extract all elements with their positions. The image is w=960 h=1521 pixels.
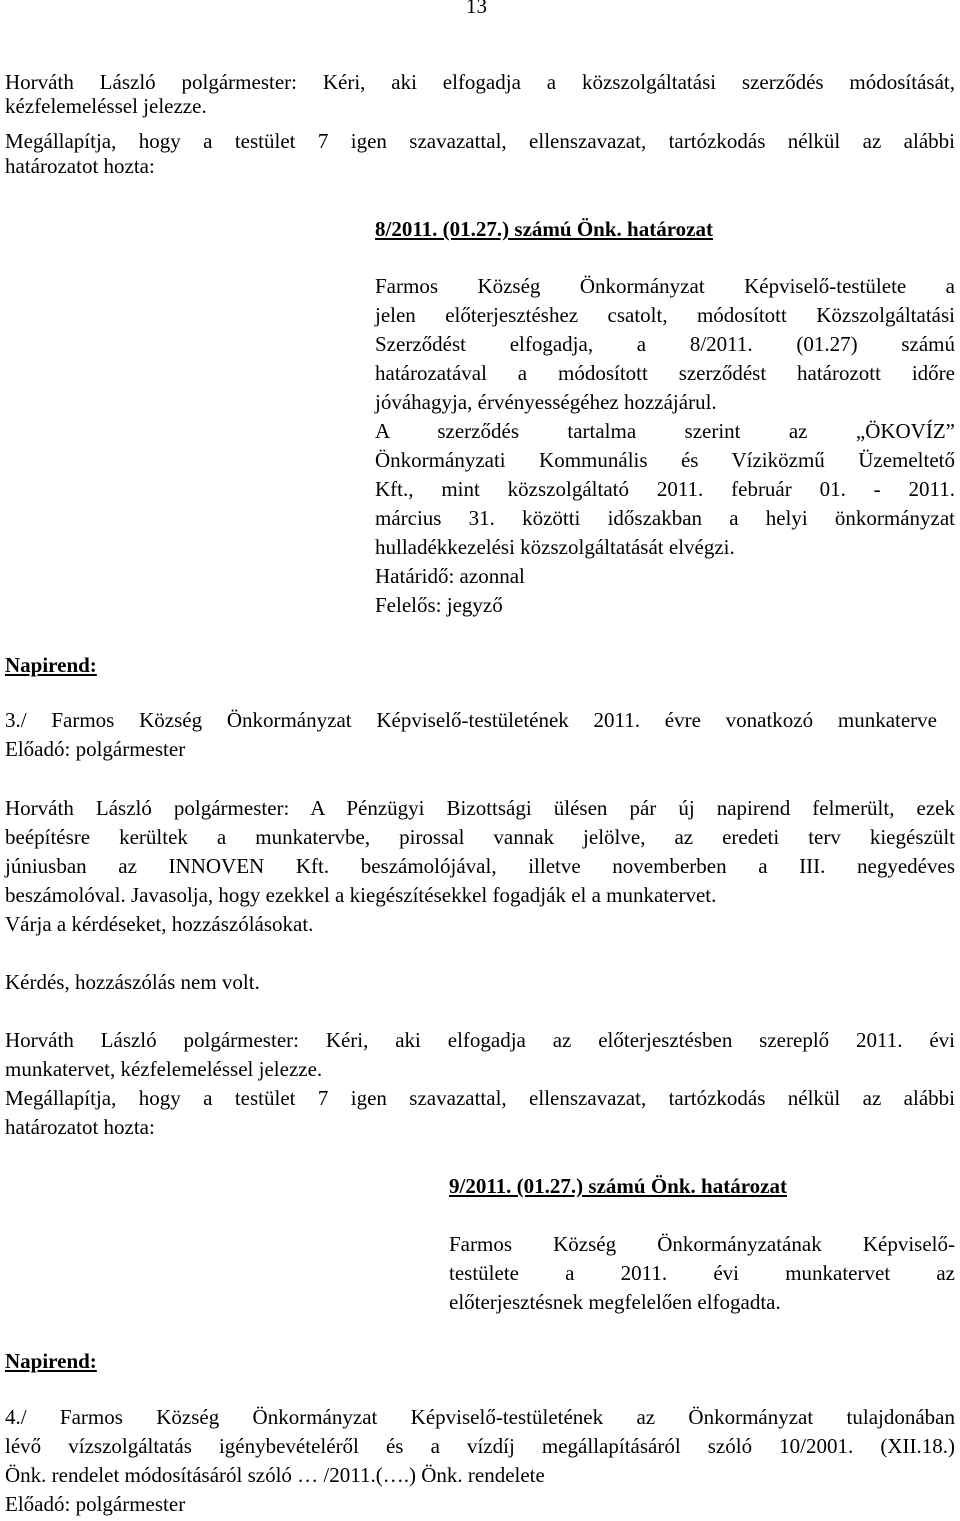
agenda-presenter: Előadó: polgármester (5, 1492, 186, 1516)
body-text-line: határozatot hozta: (5, 154, 155, 178)
resolution-text-line: határozatával a módosított szerződést határozott időre (375, 361, 955, 385)
body-text-line: Horváth László polgármester: Kéri, aki elfogadja a közszolgáltatási szerződés módosítását, (5, 70, 955, 94)
resolution-deadline: Határidő: azonnal (375, 564, 525, 588)
page-number: 13 (466, 0, 487, 18)
agenda-title: lévő vízszolgáltatás igénybevételéről és a vízdíj megállapításáról szóló 10/2001. (XII.18.) (5, 1434, 955, 1458)
body-text-line: Horváth László polgármester: Kéri, aki elfogadja az előterjesztésben szereplő 2011. évi (5, 1028, 955, 1052)
body-text-line: kézfelemeléssel jelezze. (5, 94, 207, 118)
resolution-text-line: Önkormányzati Kommunális és Víziközmű Üzemeltető (375, 448, 955, 472)
resolution-title: 9/2011. (01.27.) számú Önk. határozat (449, 1174, 787, 1198)
resolution-text-line: testülete a 2011. évi munkatervet az (449, 1261, 955, 1285)
body-text-line: Megállapítja, hogy a testület 7 igen szavazattal, ellenszavazat, tartózkodás nélkül az alábbi (5, 129, 955, 153)
resolution-text-line: A szerződés tartalma szerint az „ÖKOVÍZ” (375, 419, 955, 443)
body-text-line: Várja a kérdéseket, hozzászólásokat. (5, 912, 314, 936)
body-text-line: határozatot hozta: (5, 1115, 155, 1139)
agenda-title: 3./ Farmos Község Önkormányzat Képviselő-testületének 2011. évre vonatkozó munkaterve (5, 708, 937, 732)
resolution-text-line: Kft., mint közszolgáltató 2011. február 01. - 2011. (375, 477, 955, 501)
body-text-line: Megállapítja, hogy a testület 7 igen szavazattal, ellenszavazat, tartózkodás nélkül az alábbi (5, 1086, 955, 1110)
resolution-text-line: hulladékkezelési közszolgáltatását elvégzi. (375, 535, 735, 559)
resolution-text-line: jóváhagyja, érvényességéhez hozzájárul. (375, 390, 717, 414)
resolution-text-line: előterjesztésnek megfelelően elfogadta. (449, 1290, 781, 1314)
resolution-title: 8/2011. (01.27.) számú Önk. határozat (375, 217, 713, 241)
agenda-presenter: Előadó: polgármester (5, 737, 186, 761)
resolution-text-line: Farmos Község Önkormányzat Képviselő-testülete a (375, 274, 955, 298)
no-questions-note: Kérdés, hozzászólás nem volt. (5, 970, 260, 994)
resolution-text-line: Farmos Község Önkormányzatának Képviselő- (449, 1232, 955, 1256)
resolution-text-line: Szerződést elfogadja, a 8/2011. (01.27) számú (375, 332, 955, 356)
body-text-line: beszámolóval. Javasolja, hogy ezekkel a kiegészítésekkel fogadják el a munkatervet. (5, 883, 717, 907)
body-text-line: munkatervet, kézfelemeléssel jelezze. (5, 1057, 323, 1081)
agenda-title: 4./ Farmos Község Önkormányzat Képviselő-testületének az Önkormányzat tulajdonában (5, 1405, 955, 1429)
agenda-heading: Napirend: (5, 653, 97, 677)
agenda-title: Önk. rendelet módosításáról szóló … /2011.(….) Önk. rendelete (5, 1463, 545, 1487)
agenda-heading: Napirend: (5, 1349, 97, 1373)
resolution-text-line: március 31. közötti időszakban a helyi önkormányzat (375, 506, 955, 530)
body-text-line: beépítésre kerültek a munkatervbe, pirossal vannak jelölve, az eredeti terv kiegészült (5, 825, 955, 849)
resolution-responsible: Felelős: jegyző (375, 593, 503, 617)
resolution-text-line: jelen előterjesztéshez csatolt, módosított Közszolgáltatási (375, 303, 955, 327)
body-text-line: Horváth László polgármester: A Pénzügyi Bizottsági ülésen pár új napirend felmerült, ezek (5, 796, 955, 820)
body-text-line: júniusban az INNOVEN Kft. beszámolójával, illetve novemberben a III. negyedéves (5, 854, 955, 878)
